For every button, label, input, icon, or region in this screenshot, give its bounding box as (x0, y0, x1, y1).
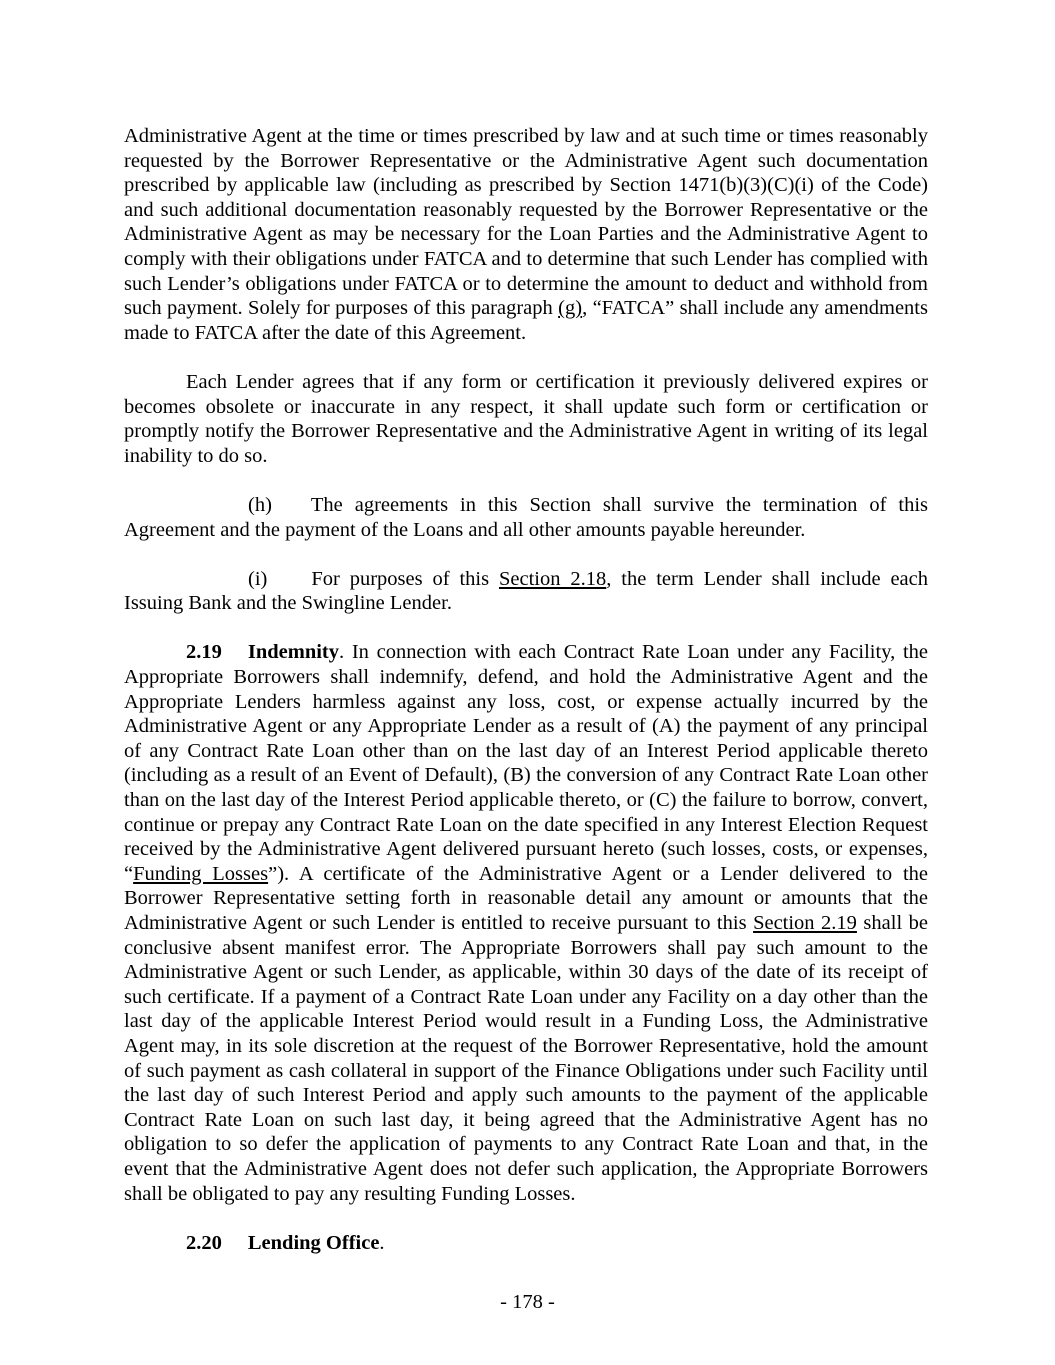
para-2-19-indemnity (124, 640, 928, 1206)
text-run: Funding Losses (133, 862, 269, 885)
text-run: Indemnity (247, 641, 340, 664)
page-number: - 178 - (500, 1291, 555, 1314)
text-run: Each Lender agrees that if any form or certification it previously delivered expires or becomes obsolete or inaccurate in any respect, it shall update such form or certification or promptly notify the Borrower Representative and the Administrative Agent in writing of its legal inability to do so. (124, 370, 928, 467)
para-2-20-lending-office (124, 1231, 928, 1256)
para-h-survival (124, 493, 928, 542)
document-body (124, 124, 928, 1255)
text-run: Lending Office (247, 1231, 380, 1254)
text-run: ”). A certificate of the Administrative Agent or a Lender delivered to the Borrower Representative setting forth in reasonable detail any amount or amounts that the Administrative Agent or such Lender is entitled to receive pursuant to this (124, 862, 928, 934)
text-run: , “FATCA” shall include any amendments made to FATCA after the date of this Agreement. (124, 297, 928, 344)
text-run: shall be conclusive absent manifest error. The Appropriate Borrowers shall pay such amount to the Administrative Agent or such Lender, as applicable, within 30 days of the date of its receipt of such certificate. If a payment of a Contract Rate Loan under any Facility on a day other than the last day of the applicable Interest Period would result in a Funding Loss, the Administrative Agent may, in its sole discretion at the request of the Borrower Representative, hold the amount of such payment as cash collateral in support of the Finance Obligations under such Facility until the last day of such Interest Period and apply such amounts to the payment of the applicable Contract Rate Loan on such last day, it being agreed that the Administrative Agent has no obligation to so defer the application of payments to any Contract Rate Loan and that, in the event that the Administrative Agent does not defer such application, the Appropriate Borrowers shall be obligated to pay any resulting Funding Losses. (124, 912, 929, 1205)
text-run: Administrative Agent at the time or times prescribed by law and at such time or times reasonably requested by the Borrower Representative or the Administrative Agent such documentation prescribed by applicable law (including as prescribed by Section 1471(b)(3)(C)(i) of the Code) and such additional documentation reasonably requested by the Borrower Representative or the Administrative Agent as may be necessary for the Loan Parties and the Administrative Agent to comply with their obligations under FATCA and to determine that such Lender has complied with such Lender’s obligations under FATCA or to determine the amount to deduct and withhold from such payment. Solely for purposes of this paragraph (124, 125, 928, 320)
text-run: 2.19 (186, 641, 222, 664)
text-run: (g) (558, 297, 583, 320)
para-fatca-withholding (124, 124, 928, 345)
para-i-lender-definition (124, 567, 928, 616)
text-run: , the term Lender shall include each Issuing Bank and the Swingline Lender. (124, 567, 928, 615)
text-run: For purposes of this (311, 567, 499, 590)
para-lender-update-obligation (124, 370, 928, 468)
text-run: . In connection with each Contract Rate Loan under any Facility, the Appropriate Borrowers shall indemnify, defend, and hold the Administrative Agent and the Appropriate Lenders harmless against any loss, cost, or expense actually incurred by the Administrative Agent or any Appropriate Lender as a result of (A) the payment of any principal of any Contract Rate Loan other than on the last day of an Interest Period applicable thereto (including as a result of an Event of Default), (B) the conversion of any Contract Rate Loan other than on the last day of the Interest Period applicable thereto, or (C) the failure to borrow, convert, continue or prepay any Contract Rate Loan on the date specified in any Interest Election Request received by the Administrative Agent delivered pursuant hereto (such losses, costs, or expenses, “ (124, 641, 928, 885)
text-run: The agreements in this Section shall survive the termination of this Agreement and the payment of the Loans and all other amounts payable hereunder. (124, 493, 928, 541)
text-run: 2.20 (186, 1231, 222, 1254)
text-run: . (379, 1231, 385, 1254)
text-run: (h) (248, 493, 272, 516)
text-run: Section 2.19 (753, 912, 857, 934)
text-run: Section 2.18 (498, 567, 607, 590)
text-run: (i) (248, 567, 268, 590)
